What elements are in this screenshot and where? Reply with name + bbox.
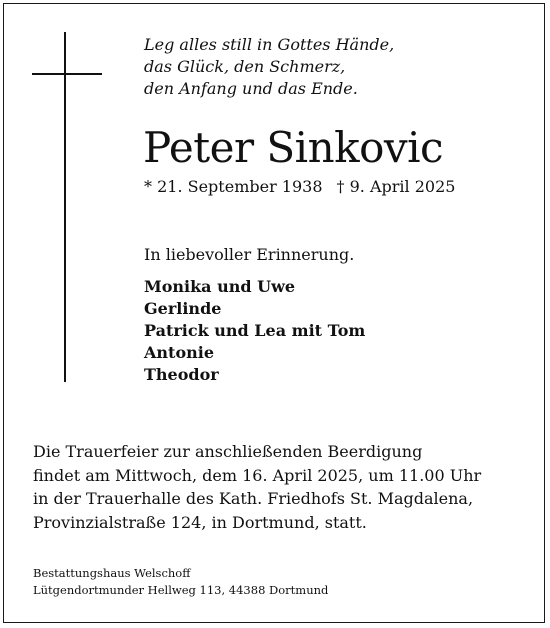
deceased-name: Peter Sinkovic: [143, 123, 444, 172]
cross-vertical-bar: [64, 32, 66, 382]
ceremony-line: in der Trauerhalle des Kath. Friedhofs St. Magdalena,: [33, 489, 474, 508]
undertaker-address: Lütgendortmunder Hellweg 113, 44388 Dortmund: [33, 583, 329, 597]
verse-block: [144, 34, 394, 100]
verse-line: Leg alles still in Gottes Hände,: [144, 35, 395, 54]
mourner-name: Theodor: [144, 365, 219, 384]
ceremony-line: Die Trauerfeier zur anschließenden Beerdigung: [33, 442, 423, 461]
birth-date: * 21. September 1938: [144, 177, 323, 196]
undertaker-name: Bestattungshaus Welschoff: [33, 566, 191, 580]
verse-line: das Glück, den Schmerz,: [144, 57, 346, 76]
ceremony-line: findet am Mittwoch, dem 16. April 2025, um 11.00 Uhr: [33, 465, 482, 485]
mourner-name: Gerlinde: [144, 299, 222, 318]
cross-horizontal-bar: [32, 73, 102, 75]
undertaker-info: [33, 565, 328, 599]
mourner-name: Antonie: [144, 343, 214, 362]
mourners-list: [144, 276, 365, 386]
ceremony-info: [33, 440, 481, 534]
ceremony-line: Provinzialstraße 124, in Dortmund, statt.: [33, 512, 367, 532]
mourner-name: Monika und Uwe: [144, 277, 296, 296]
death-date: † 9. April 2025: [336, 177, 456, 196]
life-dates: [144, 176, 455, 198]
memory-text: In liebevoller Erinnerung.: [144, 245, 355, 264]
mourner-name: Patrick und Lea mit Tom: [144, 321, 366, 340]
verse-line: den Anfang und das Ende.: [144, 79, 358, 98]
